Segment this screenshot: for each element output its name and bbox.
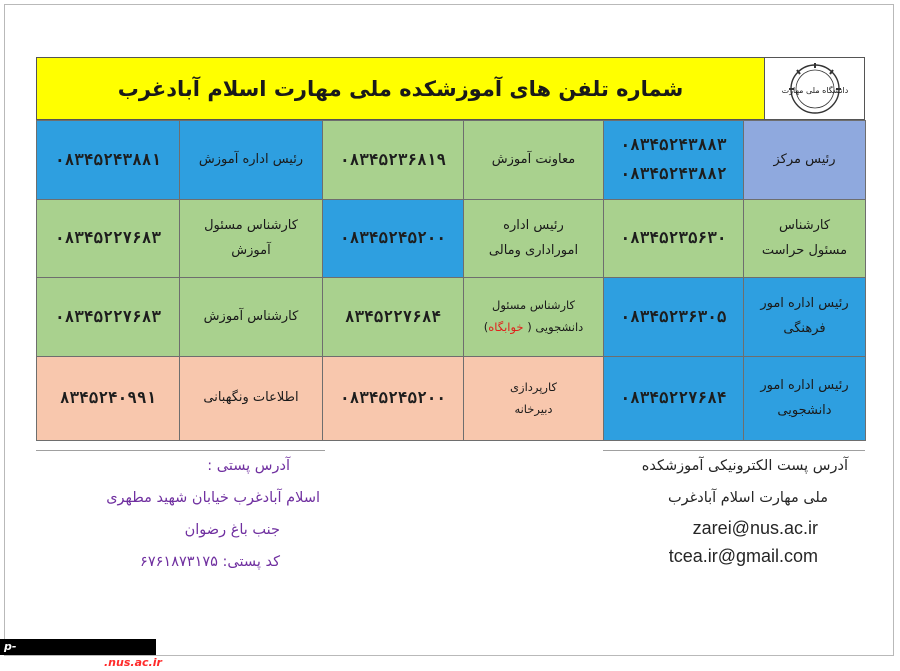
phone-cell: ۰۸۳۴۵۲۳۶۳۰۵	[604, 278, 744, 357]
phone-cell: ۰۸۳۴۵۲۴۳۸۸۳ ۰۸۳۴۵۲۴۳۸۸۲	[604, 121, 744, 200]
dormitory-highlight: خوابگاه	[488, 320, 528, 334]
postal-code: ۶۷۶۱۸۷۳۱۷۵	[140, 554, 218, 570]
role-cell: رئیس اداره امورادارى ومالى	[464, 200, 604, 278]
phone-cell: ۰۸۳۴۵۲۴۵۲۰۰	[323, 200, 464, 278]
page-title: شماره تلفن های آموزشکده ملی مهارت اسلام آبادغرب	[117, 76, 684, 101]
email-1[interactable]: zarei@nus.ac.ir	[692, 518, 818, 538]
role-cell: کارشناس مسئول دانشجویی ( خوابگاه)	[464, 278, 604, 357]
phone-cell: ۰۸۳۴۵۲۴۳۸۸۱	[37, 121, 180, 200]
logo	[764, 58, 864, 119]
phone-cell: ۰۸۳۴۵۲۳۶۸۱۹	[323, 121, 464, 200]
table-row	[37, 121, 866, 200]
role-cell: رئیس اداره امور دانشجویی	[744, 357, 866, 441]
postal-heading: آدرس پستی :	[207, 458, 290, 474]
postal-code-label: کد پستی:	[222, 554, 280, 570]
phone-cell: ۸۳۴۵۲۴۰۹۹۱	[37, 357, 180, 441]
phone-table	[36, 120, 866, 441]
role-cell: کارشناس مسئول حراست	[744, 200, 866, 278]
phone-cell: ۸۳۴۵۲۲۷۶۸۴	[323, 278, 464, 357]
role-cell: رئیس اداره آموزش	[180, 121, 323, 200]
email-heading: آدرس پست الکترونیکی آموزشکده ملی مهارت اسلام آبادغرب	[641, 458, 848, 506]
postal-line2: جنب باغ رضوان	[184, 522, 280, 538]
phone-cell: ۰۸۳۴۵۲۲۷۶۸۳	[37, 278, 180, 357]
source-watermark: p-islamabadgharb.nus.ac.ir	[0, 639, 156, 655]
role-cell: کارشناس مسئول آموزش	[180, 200, 323, 278]
phone-cell: ۰۸۳۴۵۲۴۵۲۰۰	[323, 357, 464, 441]
role-cell: اطلاعات ونگهبانی	[180, 357, 323, 441]
logo-text: دانشگاه ملی مهارت	[781, 85, 848, 95]
phone-cell: ۰۸۳۴۵۲۳۵۶۳۰	[604, 200, 744, 278]
phone-cell: ۰۸۳۴۵۲۲۷۶۸۳	[37, 200, 180, 278]
postal-address	[60, 450, 320, 578]
role-cell: کارپردازی دبیرخانه	[464, 357, 604, 441]
postal-line1: اسلام آبادغرب خیابان شهید مطهری	[106, 490, 320, 506]
table-row	[37, 200, 866, 278]
title-bar	[36, 57, 865, 120]
table-row	[37, 357, 866, 441]
role-cell: رئیس مرکز	[744, 121, 866, 200]
email-2[interactable]: tcea.ir@gmail.com	[668, 546, 818, 566]
role-cell: کارشناس آموزش	[180, 278, 323, 357]
role-cell: معاونت آموزش	[464, 121, 604, 200]
table-row	[37, 278, 866, 357]
college-emblem-icon	[775, 62, 855, 116]
phone-cell: ۰۸۳۴۵۲۲۷۶۸۴	[604, 357, 744, 441]
role-cell: رئیس اداره امور فرهنگی	[744, 278, 866, 357]
